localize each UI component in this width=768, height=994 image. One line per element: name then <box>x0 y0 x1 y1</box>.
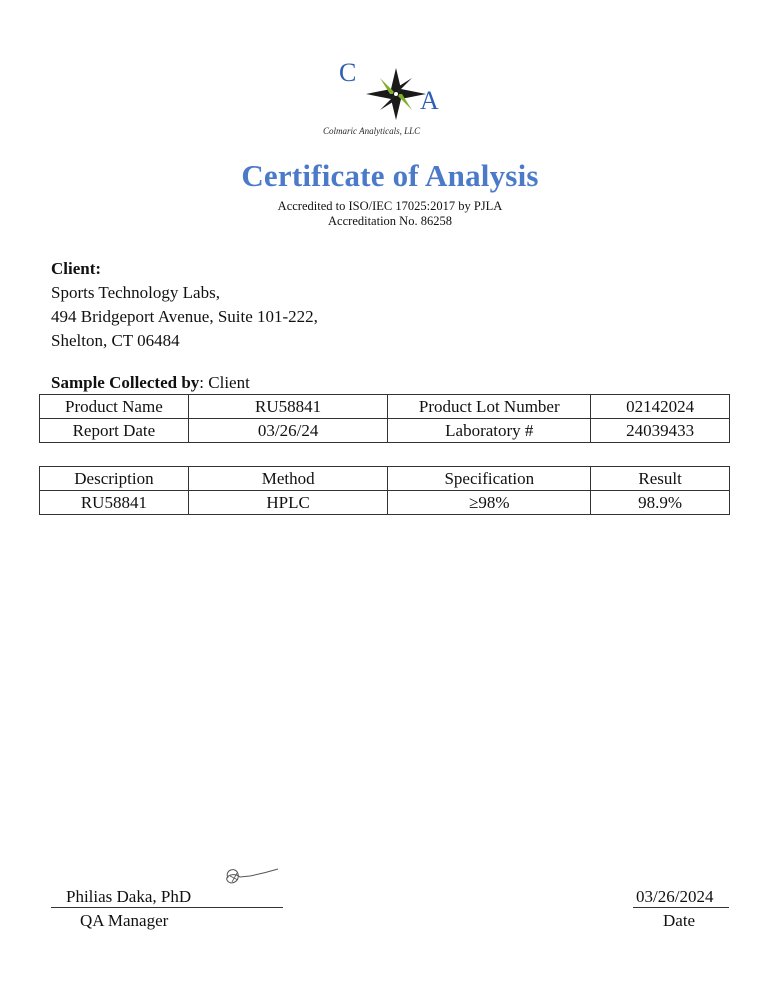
product-lot-value: 02142024 <box>591 395 730 419</box>
accreditation-number: Accreditation No. 86258 <box>328 214 452 228</box>
signatory-role: QA Manager <box>80 911 169 930</box>
product-info-table <box>39 394 730 443</box>
date-line <box>633 907 729 908</box>
table-row <box>40 419 730 443</box>
table-header-row <box>40 467 730 491</box>
product-lot-label: Product Lot Number <box>388 395 591 419</box>
column-header: Specification <box>388 467 591 491</box>
logo-letter-a: A <box>420 86 439 115</box>
results-table <box>39 466 730 515</box>
sample-collected-label: Sample Collected by <box>51 373 200 392</box>
result-method: HPLC <box>188 491 388 515</box>
sample-collected <box>51 373 250 393</box>
report-date-value: 03/26/24 <box>188 419 388 443</box>
laboratory-number-value: 24039433 <box>591 419 730 443</box>
signature-mark <box>220 864 280 894</box>
laboratory-number-label: Laboratory # <box>388 419 591 443</box>
client-address-line2: Shelton, CT 06484 <box>51 331 180 350</box>
signature-date: 03/26/2024 <box>636 887 714 906</box>
signature-line <box>51 907 283 908</box>
result-description: RU58841 <box>40 491 189 515</box>
result-specification: ≥98% <box>388 491 591 515</box>
page-title: Certificate of Analysis <box>241 158 539 193</box>
column-header: Description <box>40 467 189 491</box>
client-address-line1: 494 Bridgeport Avenue, Suite 101-222, <box>51 307 318 326</box>
table-row <box>40 491 730 515</box>
client-label: Client: <box>51 259 102 278</box>
client-block <box>51 257 318 353</box>
table-row <box>40 395 730 419</box>
result-value: 98.9% <box>591 491 730 515</box>
report-date-label: Report Date <box>40 419 189 443</box>
product-name-value: RU58841 <box>188 395 388 419</box>
date-label: Date <box>663 911 696 930</box>
logo-caption: Colmaric Analyticals, LLC <box>323 126 421 136</box>
accreditation-line: Accredited to ISO/IEC 17025:2017 by PJLA <box>277 199 503 213</box>
signatory-name: Philias Daka, PhD <box>66 887 192 906</box>
sample-collected-value: : Client <box>199 373 250 392</box>
logo-letter-c: C <box>339 58 357 87</box>
product-name-label: Product Name <box>40 395 189 419</box>
company-logo <box>323 56 488 146</box>
column-header: Method <box>188 467 388 491</box>
client-name: Sports Technology Labs, <box>51 283 220 302</box>
column-header: Result <box>591 467 730 491</box>
